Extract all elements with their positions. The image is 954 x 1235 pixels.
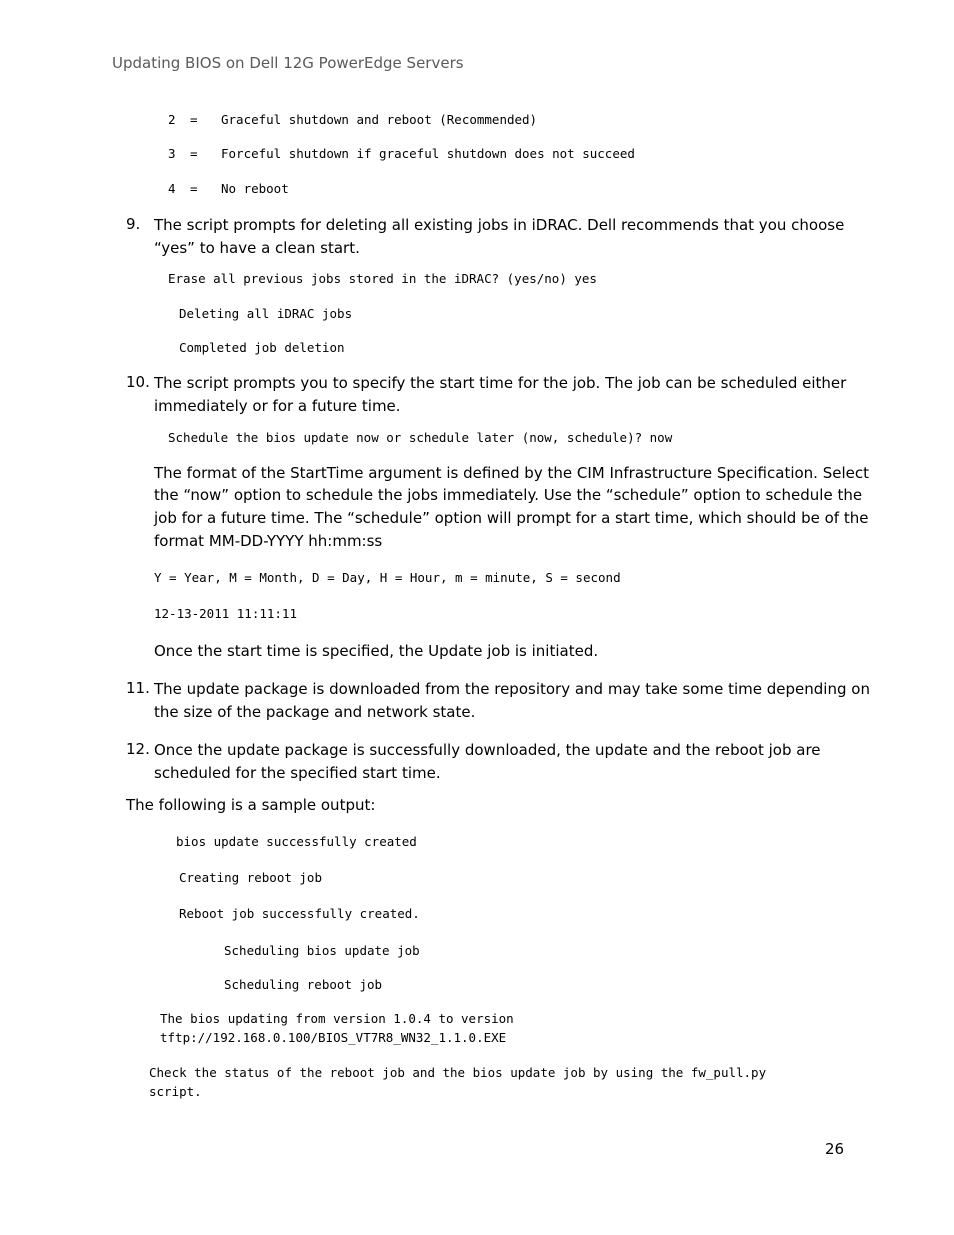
step-10-para-line5: Once the start time is specified, the Update job is initiated. <box>154 642 599 660</box>
step-11-number: 11. <box>126 679 150 697</box>
reboot-option-2 <box>168 112 537 127</box>
option-equals: = <box>190 146 198 161</box>
step-9-code-prompt: Erase all previous jobs stored in the iDRAC? (yes/no) yes <box>168 271 597 286</box>
step-10-code-prompt: Schedule the bios update now or schedule later (now, schedule)? now <box>168 430 673 445</box>
step-10-code-example: 12-13-2011 11:11:11 <box>154 606 297 621</box>
page-number: 26 <box>825 1140 845 1158</box>
step-9-code-completed: Completed job deletion <box>179 340 345 355</box>
step-12-number: 12. <box>126 740 150 758</box>
option-equals: = <box>190 112 198 127</box>
sample-line: Reboot job successfully created. <box>179 906 420 921</box>
step-10-text-line2: immediately or for a future time. <box>154 397 401 415</box>
sample-line: Check the status of the reboot job and the bios update job by using the fw_pull.py <box>149 1065 767 1080</box>
step-10-number: 10. <box>126 373 150 391</box>
step-10-code-legend: Y = Year, M = Month, D = Day, H = Hour, m = minute, S = second <box>154 570 621 585</box>
sample-line: script. <box>149 1084 202 1099</box>
option-text: No reboot <box>221 181 289 196</box>
step-11-text-line2: the size of the package and network state. <box>154 703 476 721</box>
option-equals: = <box>190 181 198 196</box>
step-10-text-line1: The script prompts you to specify the start time for the job. The job can be scheduled either <box>154 374 847 392</box>
step-11-text-line1: The update package is downloaded from the repository and may take some time depending on <box>154 680 870 698</box>
step-9-number: 9. <box>126 215 141 233</box>
step-12-text-line1: Once the update package is successfully downloaded, the update and the reboot job are <box>154 741 821 759</box>
page-header: Updating BIOS on Dell 12G PowerEdge Servers <box>112 54 464 72</box>
sample-line: Scheduling bios update job <box>224 943 420 958</box>
step-9-code-deleting: Deleting all iDRAC jobs <box>179 306 353 321</box>
step-10-para-line2: the “now” option to schedule the jobs immediately. Use the “schedule” option to schedule the <box>154 486 863 504</box>
step-12-text-line2: scheduled for the specified start time. <box>154 764 441 782</box>
step-9-text-line2: “yes” to have a clean start. <box>154 239 360 257</box>
option-text: Forceful shutdown if graceful shutdown does not succeed <box>221 146 635 161</box>
sample-line: Creating reboot job <box>179 870 322 885</box>
option-text: Graceful shutdown and reboot (Recommended) <box>221 112 538 127</box>
step-10-para-line4: format MM-DD-YYYY hh:mm:ss <box>154 532 383 550</box>
sample-line: Scheduling reboot job <box>224 977 383 992</box>
reboot-option-4 <box>168 181 289 196</box>
sample-output-intro: The following is a sample output: <box>126 796 376 814</box>
option-number: 3 <box>168 146 176 161</box>
step-9-text-line1: The script prompts for deleting all existing jobs in iDRAC. Dell recommends that you choose <box>154 216 845 234</box>
sample-line: tftp://192.168.0.100/BIOS_VT7R8_WN32_1.1.0.EXE <box>160 1030 507 1045</box>
step-10-para-line1: The format of the StartTime argument is defined by the CIM Infrastructure Specification. Select <box>154 464 869 482</box>
sample-line: bios update successfully created <box>176 834 417 849</box>
option-number: 2 <box>168 112 176 127</box>
reboot-option-3 <box>168 146 635 161</box>
sample-line: The bios updating from version 1.0.4 to version <box>160 1011 514 1026</box>
step-10-para-line3: job for a future time. The “schedule” option will prompt for a start time, which should be of the <box>154 509 869 527</box>
option-number: 4 <box>168 181 176 196</box>
